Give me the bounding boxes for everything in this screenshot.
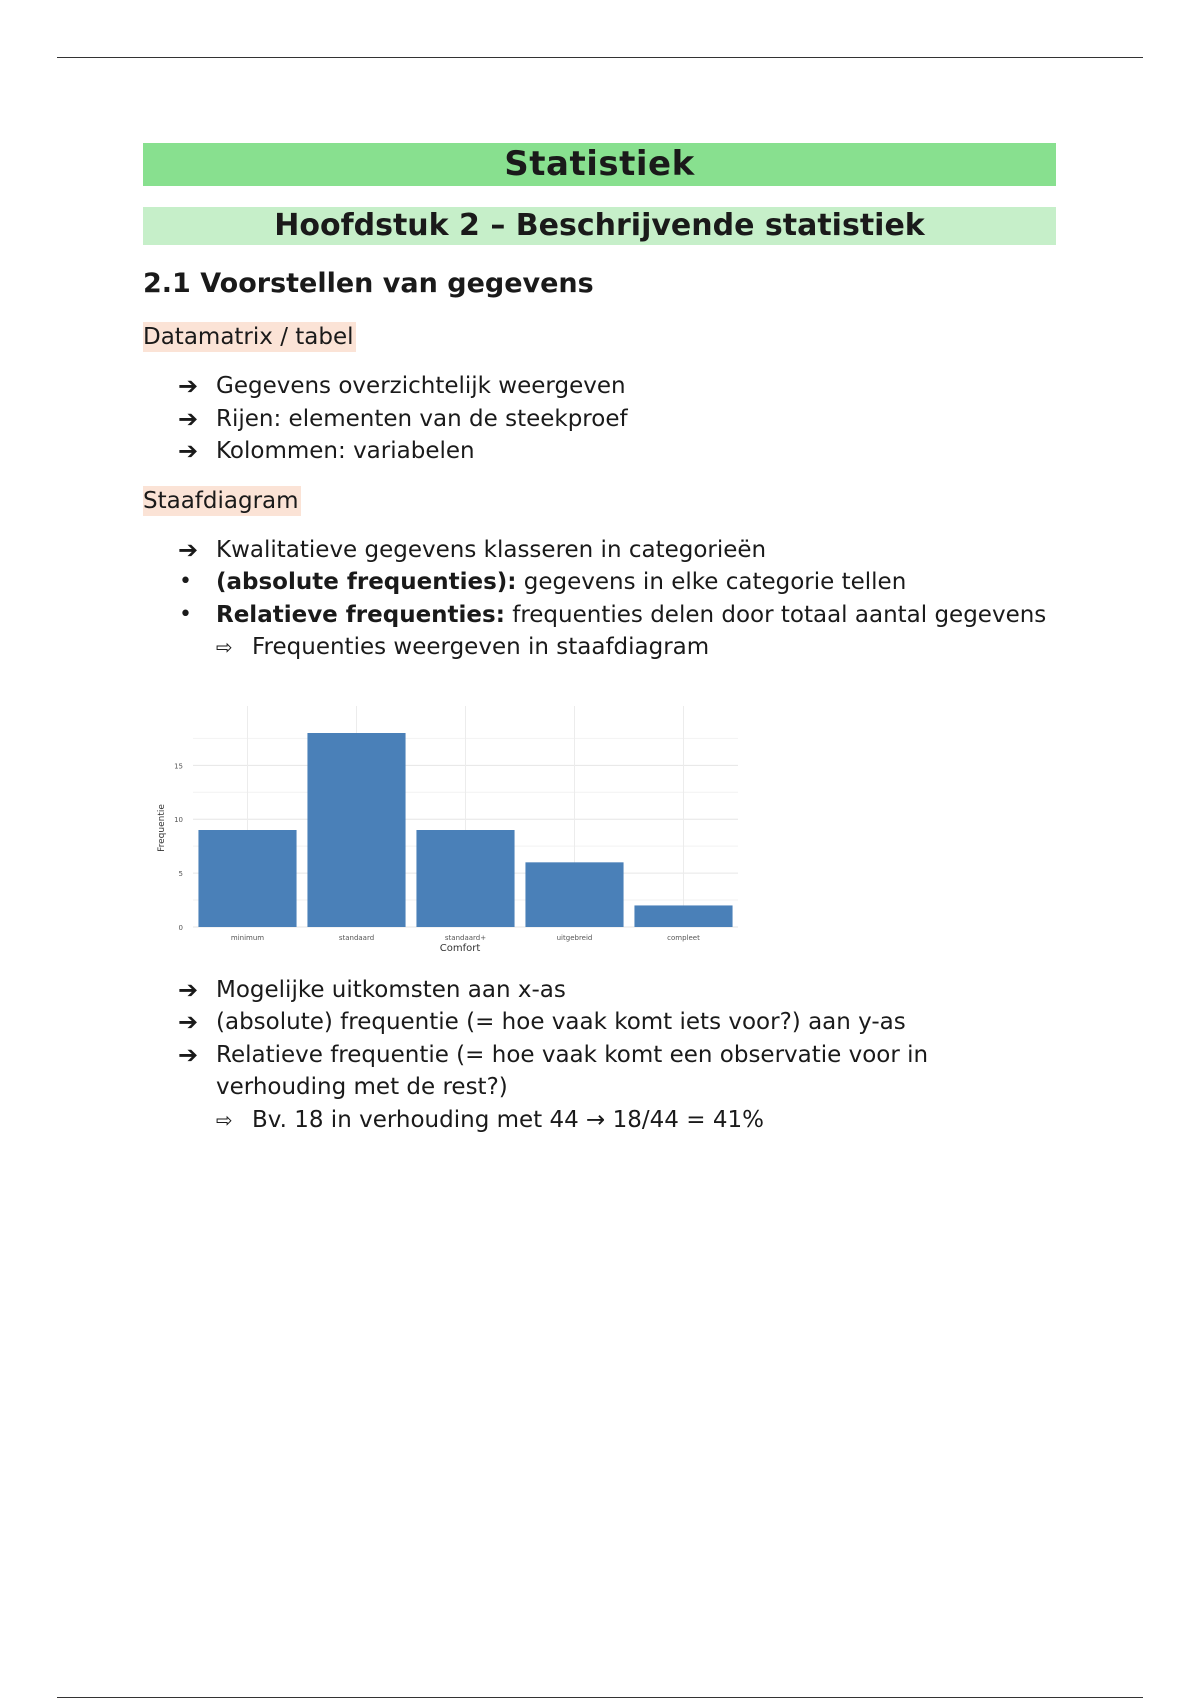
list-item-text: Relatieve frequentie (= hoe vaak komt een observatie voor in verhouding met de rest?) bbox=[216, 1041, 929, 1100]
chart-x-tick-label: standaard+ bbox=[444, 933, 487, 942]
chart-y-tick-label: 15 bbox=[174, 761, 183, 770]
bullet-icon: • bbox=[179, 569, 192, 594]
section-heading: 2.1 Voorstellen van gegevens bbox=[143, 268, 594, 299]
list-item-text: frequenties delen door totaal aantal gegevens bbox=[504, 601, 1047, 628]
list-item bbox=[143, 370, 1056, 403]
list-item-text: Mogelijke uitkomsten aan x-as bbox=[216, 976, 566, 1003]
list-item bbox=[143, 974, 1056, 1007]
chart-y-tick-label: 10 bbox=[174, 815, 183, 824]
chart-y-ticks bbox=[174, 762, 183, 932]
chart-x-tick-label: compleet bbox=[667, 933, 700, 942]
list-item-text: Rijen: elementen van de steekproef bbox=[216, 405, 628, 432]
list-item-bold: Relatieve frequenties: bbox=[216, 601, 505, 628]
chart-y-label: Frequentie bbox=[157, 803, 167, 852]
list-item bbox=[143, 1039, 1056, 1137]
sub-list-item bbox=[216, 631, 1056, 664]
list-item-text: Kwalitatieve gegevens klasseren in categorieën bbox=[216, 536, 767, 563]
sub-list-item-text: Bv. 18 in verhouding met 44 → 18/44 = 41% bbox=[252, 1106, 764, 1133]
list-item-text: Gegevens overzichtelijk weergeven bbox=[216, 373, 626, 399]
list-item bbox=[143, 403, 1056, 436]
arrow-icon: ➔ bbox=[178, 975, 199, 1004]
sub-list bbox=[216, 1104, 1056, 1137]
arrow-icon: ➔ bbox=[178, 404, 199, 433]
arrow-icon: ➔ bbox=[178, 372, 199, 400]
staafdiagram-label: Staafdiagram bbox=[143, 487, 299, 514]
staafdiagram-list bbox=[143, 534, 1056, 664]
chart-x-ticks bbox=[231, 934, 700, 942]
chart-x-tick-label: standaard bbox=[338, 933, 375, 942]
sub-list-item-text: Frequenties weergeven in staafdiagram bbox=[252, 634, 710, 660]
axis-explanation-list bbox=[143, 974, 1056, 1137]
list-item bbox=[143, 435, 1056, 468]
sub-arrow-icon: ⇨ bbox=[216, 635, 233, 659]
chart-bar bbox=[307, 733, 405, 927]
list-item-text: gegevens in elke categorie tellen bbox=[516, 569, 907, 595]
chart-x-tick-label: minimum bbox=[230, 933, 265, 942]
sub-list bbox=[216, 631, 1056, 664]
list-item bbox=[143, 599, 1056, 664]
page-content bbox=[143, 143, 1056, 1136]
list-item-text: Kolommen: variabelen bbox=[216, 438, 475, 464]
chart-x-tick-label: uitgebreid bbox=[556, 933, 593, 942]
chart-bar bbox=[198, 830, 296, 927]
document-title: Statistiek bbox=[143, 143, 1056, 186]
arrow-icon: ➔ bbox=[178, 535, 199, 564]
chart-x-label: Comfort bbox=[439, 942, 481, 954]
footer-rule bbox=[57, 1697, 1143, 1698]
arrow-icon: ➔ bbox=[178, 437, 199, 465]
list-item-bold: (absolute frequenties): bbox=[216, 569, 517, 595]
list-item bbox=[143, 1006, 1056, 1039]
header-rule bbox=[57, 57, 1143, 58]
list-item bbox=[143, 566, 1056, 599]
chart-bar bbox=[634, 905, 732, 927]
sub-list-item bbox=[216, 1104, 1056, 1137]
chart-y-tick-label: 5 bbox=[178, 869, 183, 878]
list-item-text: (absolute) frequentie (= hoe vaak komt iets voor?) aan y-as bbox=[216, 1009, 906, 1035]
list-item bbox=[143, 534, 1056, 567]
chart-y-tick-label: 0 bbox=[178, 923, 183, 932]
sub-arrow-icon: ⇨ bbox=[216, 1107, 233, 1132]
bullet-icon: • bbox=[179, 601, 192, 627]
arrow-icon: ➔ bbox=[178, 1040, 199, 1069]
chapter-title: Hoofdstuk 2 – Beschrijvende statistiek bbox=[143, 207, 1056, 245]
bar-chart-svg bbox=[143, 686, 743, 956]
arrow-icon: ➔ bbox=[178, 1008, 199, 1036]
datamatrix-label: Datamatrix / tabel bbox=[143, 324, 354, 350]
datamatrix-list bbox=[143, 370, 1056, 468]
chart-bar bbox=[525, 862, 623, 927]
chart-bar bbox=[416, 830, 514, 927]
bar-chart bbox=[143, 686, 743, 956]
